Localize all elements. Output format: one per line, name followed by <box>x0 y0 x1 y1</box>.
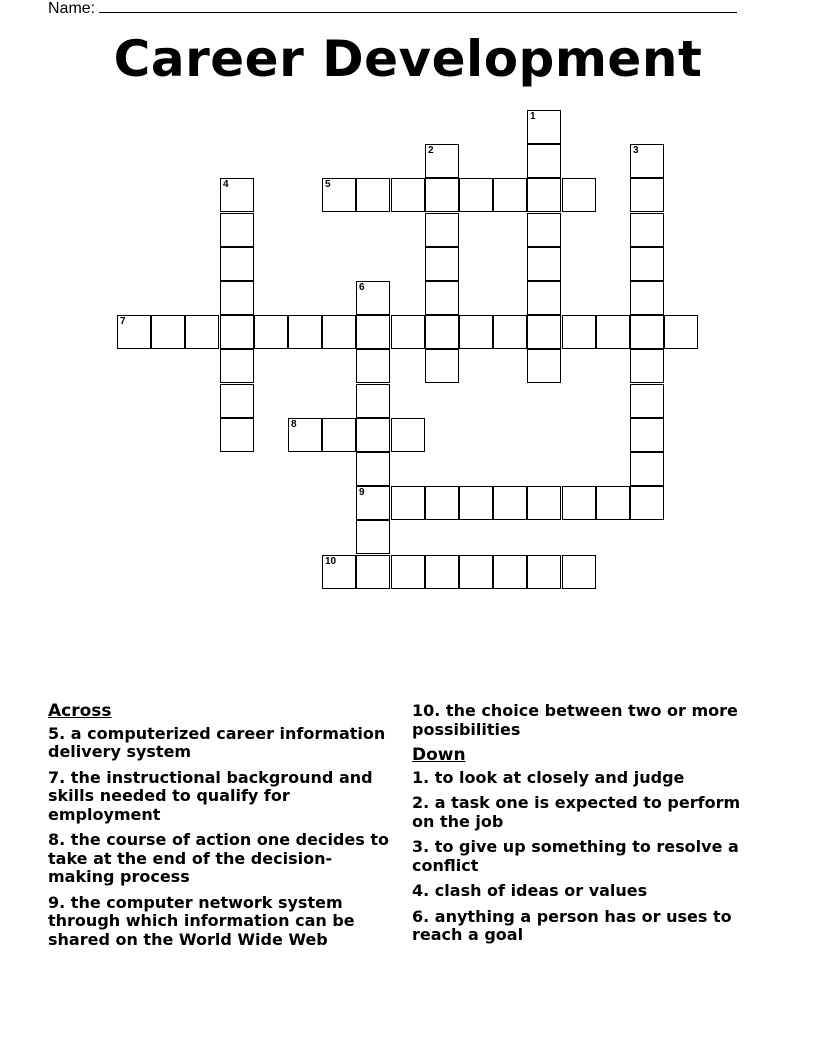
grid-cell[interactable] <box>630 144 664 178</box>
grid-cell[interactable] <box>391 178 425 212</box>
grid-cell[interactable] <box>527 281 561 315</box>
grid-cell[interactable] <box>322 555 356 589</box>
grid-cell[interactable] <box>220 178 254 212</box>
clues-right-column <box>412 702 757 952</box>
grid-cell[interactable] <box>527 213 561 247</box>
clue-number: 4 <box>223 179 229 190</box>
across-heading: Across <box>48 701 112 721</box>
grid-cell[interactable] <box>630 349 664 383</box>
grid-cell[interactable] <box>562 178 596 212</box>
grid-cell[interactable] <box>391 555 425 589</box>
grid-cell[interactable] <box>288 418 322 452</box>
grid-cell[interactable] <box>493 315 527 349</box>
grid-cell[interactable] <box>630 247 664 281</box>
grid-cell[interactable] <box>356 520 390 554</box>
clue-down-2: 2. a task one is expected to perform on the job <box>412 793 741 831</box>
grid-cell[interactable] <box>527 555 561 589</box>
grid-cell[interactable] <box>527 315 561 349</box>
grid-cell[interactable] <box>425 486 459 520</box>
grid-cell[interactable] <box>425 144 459 178</box>
grid-cell[interactable] <box>322 418 356 452</box>
clue-down-1: 1. to look at closely and judge <box>412 767 685 787</box>
grid-cell[interactable] <box>356 452 390 486</box>
grid-cell[interactable] <box>562 486 596 520</box>
grid-cell[interactable] <box>527 178 561 212</box>
grid-cell[interactable] <box>356 384 390 418</box>
grid-cell[interactable] <box>220 281 254 315</box>
clue-across-8: 8. the course of action one decides to take at the end of the decision-making process <box>48 830 389 886</box>
grid-cell[interactable] <box>630 178 664 212</box>
clue-across-7: 7. the instructional background and skills needed to qualify for employment <box>48 767 373 824</box>
grid-cell[interactable] <box>493 178 527 212</box>
grid-cell[interactable] <box>459 178 493 212</box>
grid-cell[interactable] <box>630 281 664 315</box>
grid-cell[interactable] <box>493 486 527 520</box>
grid-cell[interactable] <box>220 384 254 418</box>
grid-cell[interactable] <box>322 315 356 349</box>
grid-cell[interactable] <box>356 178 390 212</box>
grid-cell[interactable] <box>356 315 390 349</box>
grid-cell[interactable] <box>425 247 459 281</box>
grid-cell[interactable] <box>527 144 561 178</box>
grid-cell[interactable] <box>425 349 459 383</box>
grid-cell[interactable] <box>630 452 664 486</box>
grid-cell[interactable] <box>527 247 561 281</box>
clue-number: 9 <box>359 487 365 498</box>
clue-number: 5 <box>325 179 331 190</box>
grid-cell[interactable] <box>596 315 630 349</box>
grid-cell[interactable] <box>356 418 390 452</box>
grid-cell[interactable] <box>356 486 390 520</box>
clue-number: 8 <box>291 419 297 430</box>
grid-cell[interactable] <box>220 247 254 281</box>
grid-cell[interactable] <box>596 486 630 520</box>
clues-left-column <box>48 702 398 956</box>
grid-cell[interactable] <box>562 315 596 349</box>
grid-cell[interactable] <box>630 315 664 349</box>
clue-number: 1 <box>530 111 536 122</box>
grid-cell[interactable] <box>630 418 664 452</box>
clue-number: 2 <box>428 145 434 156</box>
grid-cell[interactable] <box>527 349 561 383</box>
clue-number: 10 <box>325 556 337 567</box>
grid-cell[interactable] <box>117 315 151 349</box>
clue-across-5: 5. a computerized career information delivery system <box>48 723 386 761</box>
grid-cell[interactable] <box>356 349 390 383</box>
grid-cell[interactable] <box>425 213 459 247</box>
clue-number: 7 <box>120 316 126 327</box>
grid-cell[interactable] <box>185 315 219 349</box>
clue-across-10: 10. the choice between two or more possibilities <box>412 701 738 739</box>
grid-cell[interactable] <box>288 315 322 349</box>
grid-cell[interactable] <box>220 315 254 349</box>
grid-cell[interactable] <box>527 110 561 144</box>
grid-cell[interactable] <box>459 486 493 520</box>
grid-cell[interactable] <box>425 315 459 349</box>
grid-cell[interactable] <box>425 281 459 315</box>
down-heading: Down <box>412 745 466 765</box>
grid-cell[interactable] <box>664 315 698 349</box>
clue-down-3: 3. to give up something to resolve a conflict <box>412 837 739 875</box>
grid-cell[interactable] <box>391 486 425 520</box>
name-label: Name: <box>48 0 96 17</box>
clue-down-6: 6. anything a person has or uses to reach a goal <box>412 906 732 944</box>
page-title: Career Development <box>113 30 703 88</box>
grid-cell[interactable] <box>562 555 596 589</box>
grid-cell[interactable] <box>630 384 664 418</box>
clue-down-4: 4. clash of ideas or values <box>412 881 648 900</box>
grid-cell[interactable] <box>630 213 664 247</box>
grid-cell[interactable] <box>151 315 185 349</box>
grid-cell[interactable] <box>425 555 459 589</box>
grid-cell[interactable] <box>391 315 425 349</box>
grid-cell[interactable] <box>459 315 493 349</box>
grid-cell[interactable] <box>630 486 664 520</box>
grid-cell[interactable] <box>254 315 288 349</box>
grid-cell[interactable] <box>356 555 390 589</box>
grid-cell[interactable] <box>391 418 425 452</box>
grid-cell[interactable] <box>459 555 493 589</box>
grid-cell[interactable] <box>220 213 254 247</box>
grid-cell[interactable] <box>322 178 356 212</box>
grid-cell[interactable] <box>220 418 254 452</box>
clue-across-9: 9. the computer network system through which information can be shared on the World Wide Web <box>48 892 355 949</box>
grid-cell[interactable] <box>220 349 254 383</box>
clue-number: 3 <box>633 145 639 156</box>
grid-cell[interactable] <box>425 178 459 212</box>
grid-cell[interactable] <box>356 281 390 315</box>
grid-cell[interactable] <box>527 486 561 520</box>
grid-cell[interactable] <box>493 555 527 589</box>
clue-number: 6 <box>359 282 365 293</box>
